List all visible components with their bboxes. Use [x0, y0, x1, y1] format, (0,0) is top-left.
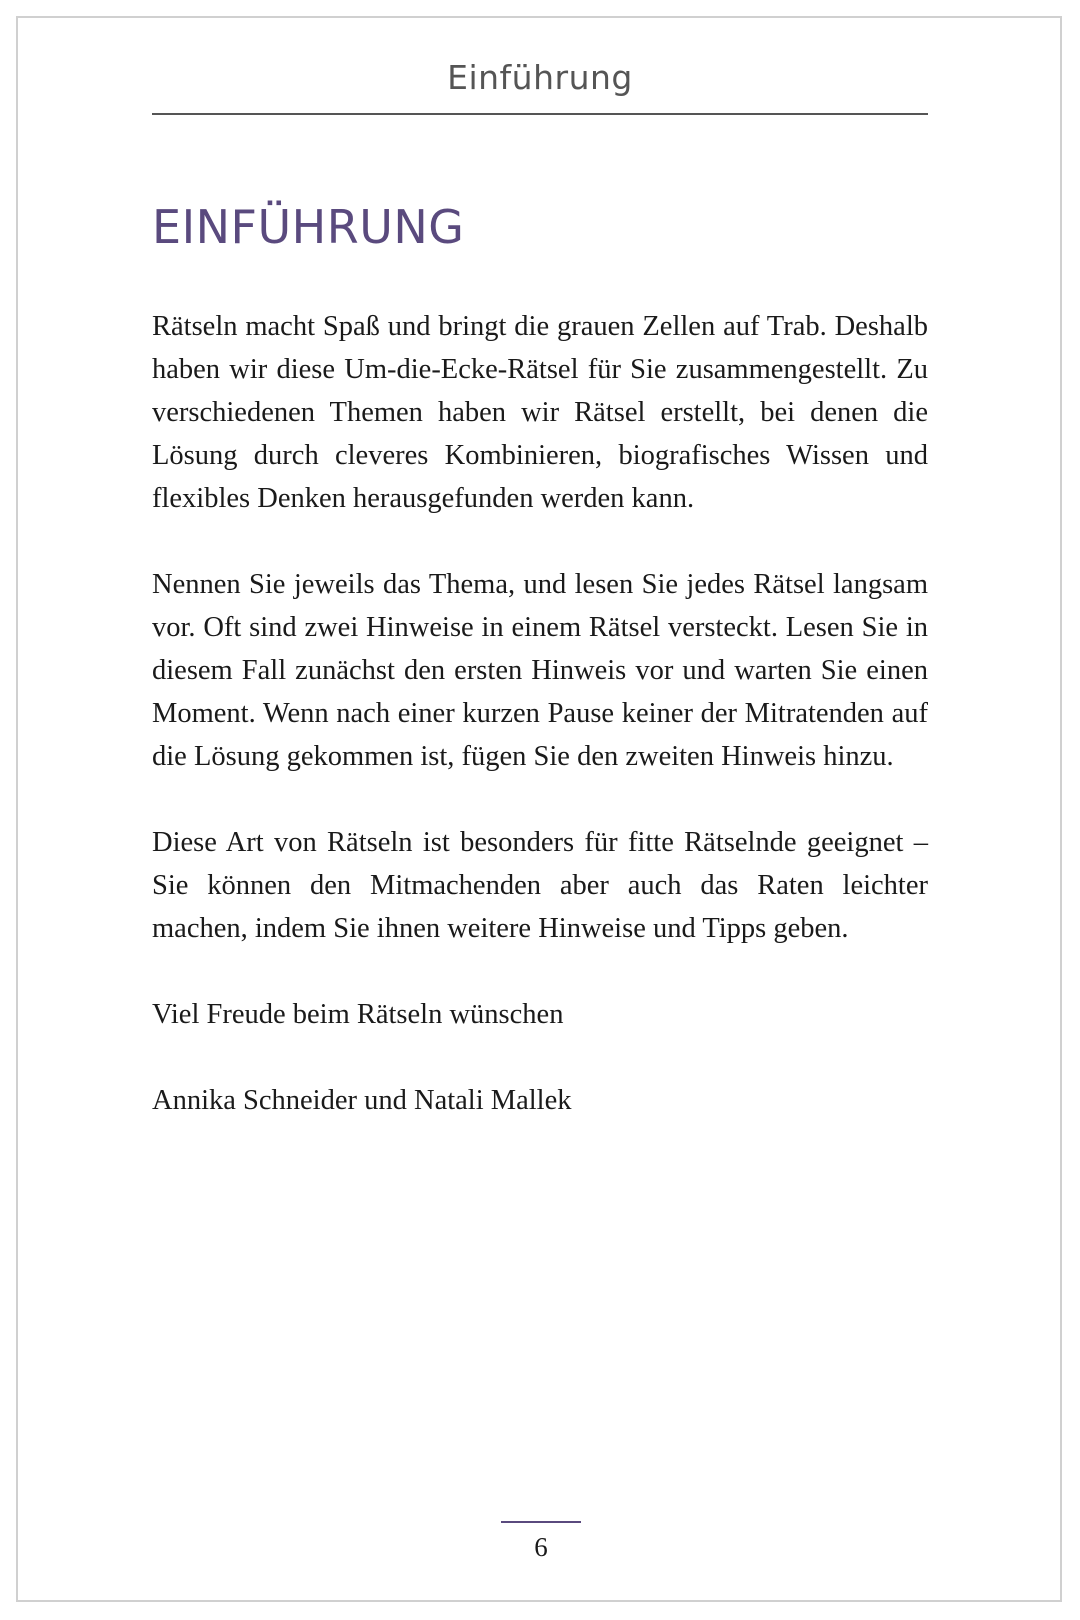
footer-rule: [501, 1521, 581, 1523]
chapter-title: EINFÜHRUNG: [152, 200, 465, 254]
paragraph-difficulty: Diese Art von Rätseln ist besonders für fitte Rätselnde geeignet – Sie können den Mitmachenden aber auch das Raten leichter machen, indem Sie ihnen weitere Hinweise und Tipps geben.: [152, 827, 928, 944]
running-header: Einführung: [447, 58, 633, 97]
header-rule: [152, 113, 928, 115]
paragraph-intro: Rätseln macht Spaß und bringt die grauen Zellen auf Trab. Deshalb haben wir diese Um-die-Ecke-Rätsel für Sie zusammengestellt. Zu verschiedenen Themen haben wir Rätsel erstellt, bei denen die Lösung durch cleveres Kombinieren, biografisches Wissen und flexibles Denken herausgefunden werden kann.: [152, 311, 928, 514]
body-text: [152, 305, 928, 1165]
paragraph-instructions: Nennen Sie jeweils das Thema, und lesen Sie jedes Rätsel langsam vor. Oft sind zwei Hinweise in einem Rätsel versteckt. Lesen Sie in diesem Fall zunächst den ersten Hinweis vor und warten Sie einen Moment. Wenn nach einer kurzen Pause keiner der Mitratenden auf die Lösung gekommen ist, fügen Sie den zweiten Hinweis hinzu.: [152, 569, 928, 772]
page-number: 6: [534, 1532, 548, 1562]
paragraph-wishes: Viel Freude beim Rätseln wünschen: [152, 999, 564, 1030]
paragraph-authors: Annika Schneider und Natali Mallek: [152, 1085, 572, 1116]
